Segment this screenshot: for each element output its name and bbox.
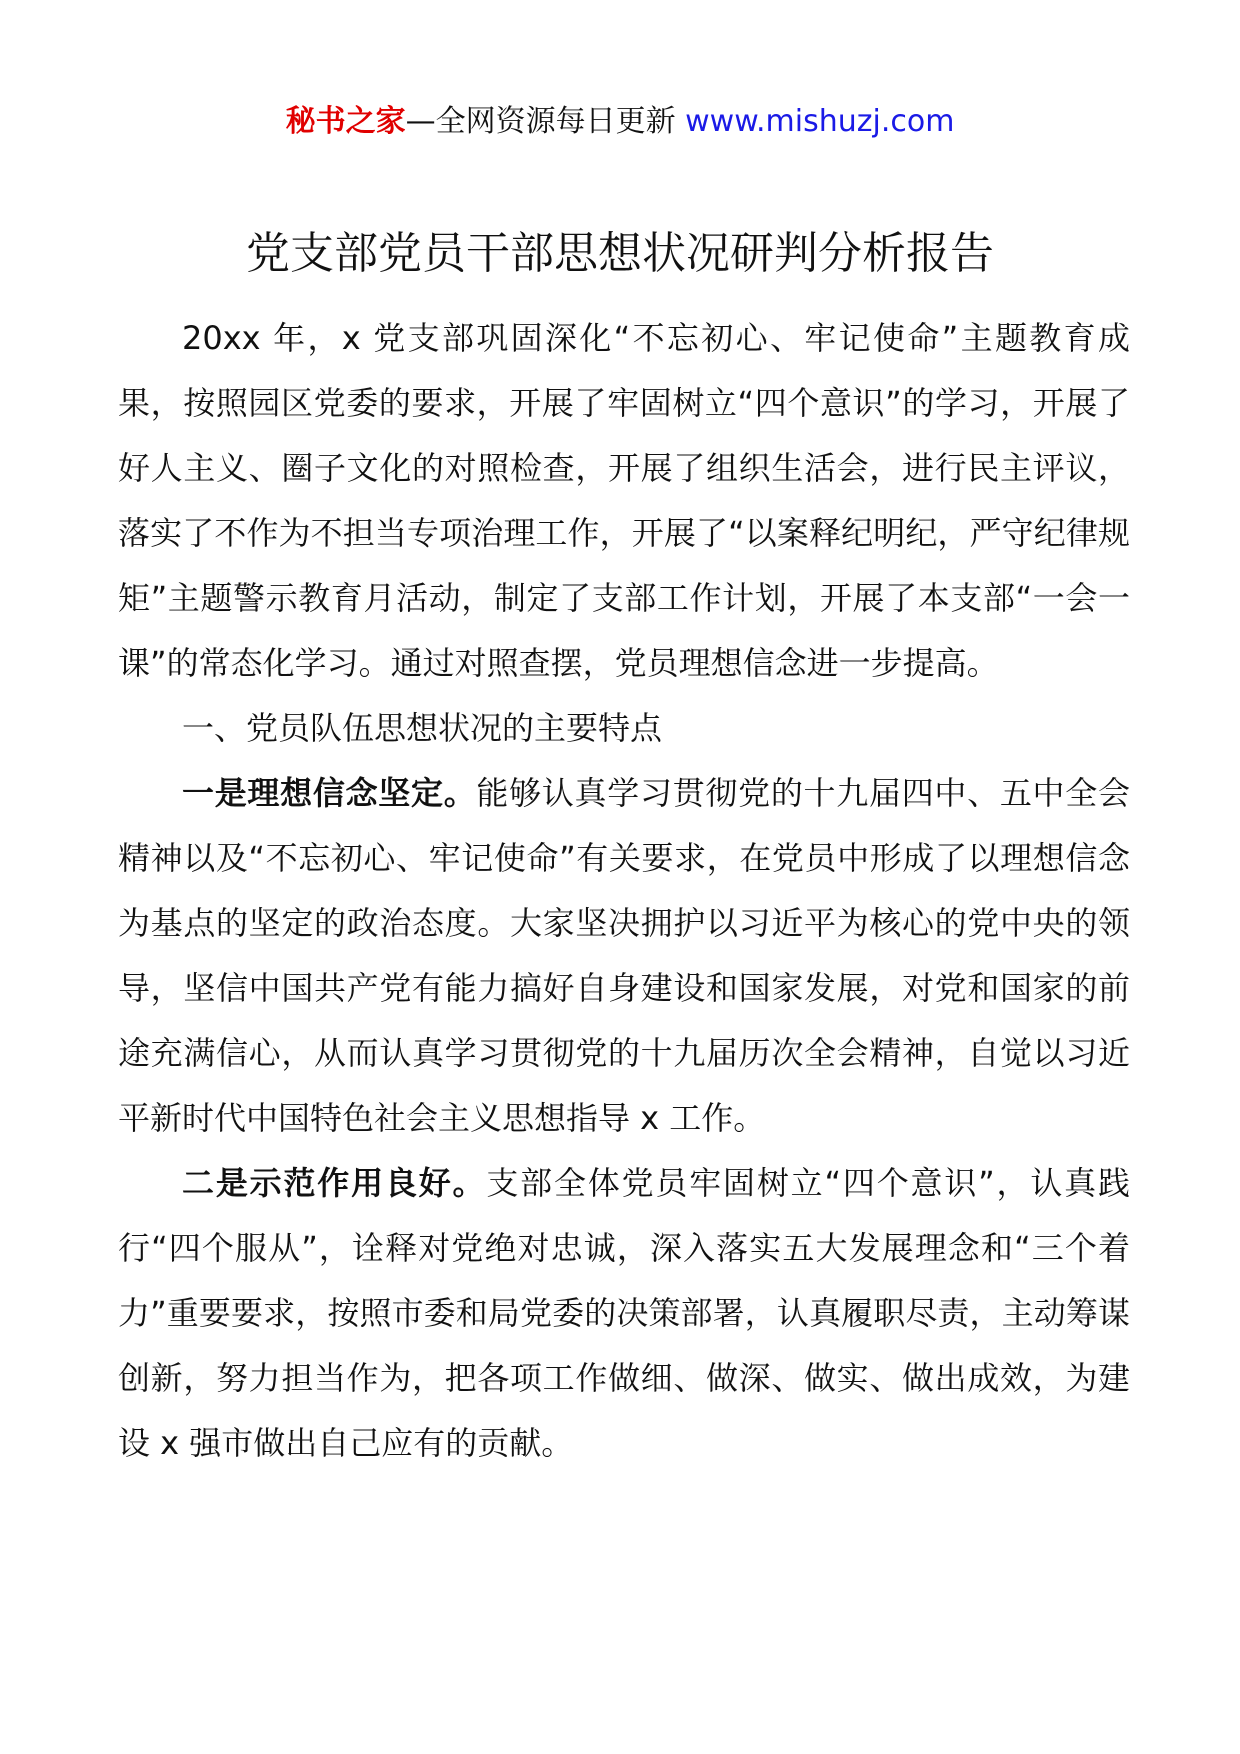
document-title: 党支部党员干部思想状况研判分析报告 xyxy=(246,228,994,279)
point-one-paragraph xyxy=(118,761,1130,1151)
section-heading: 一、党员队伍思想状况的主要特点 xyxy=(182,709,663,747)
point-one-lead: 一是理想信念坚定。 xyxy=(182,774,477,812)
point-two-body: 支部全体党员牢固树立“四个意识”，认真践行“四个服从”，诠释对党绝对忠诚，深入落实五大发展理念和“三个着力”重要要求，按照市委和局党委的决策部署，认真履职尽责，主动筹谋创新，努力担当作为，把各项工作做细、做深、做实、做出成效，为建设 x 强市做出自己应有的贡献。 xyxy=(118,1164,1130,1462)
brand-name: 秘书之家 xyxy=(285,104,406,139)
site-header xyxy=(0,100,1240,144)
point-one-body: 能够认真学习贯彻党的十九届四中、五中全会精神以及“不忘初心、牢记使命”有关要求，在党员中形成了以理想信念为基点的坚定的政治态度。大家坚决拥护以习近平为核心的党中央的领导，坚信中国共产党有能力搞好自身建设和国家发展，对党和国家的前途充满信心，从而认真学习贯彻党的十九届历次全会精神，自觉以习近平新时代中国特色社会主义思想指导 x 工作。 xyxy=(118,774,1130,1137)
point-two-paragraph xyxy=(118,1151,1130,1476)
point-two-lead: 二是示范作用良好。 xyxy=(182,1164,487,1202)
header-tagline: —全网资源每日更新 xyxy=(405,104,676,139)
document-body xyxy=(118,306,1130,1476)
site-url-link[interactable]: www.mishuzj.com xyxy=(685,104,955,139)
intro-paragraph: 20xx 年，x 党支部巩固深化“不忘初心、牢记使命”主题教育成果，按照园区党委的要求，开展了牢固树立“四个意识”的学习，开展了好人主义、圈子文化的对照检查，开展了组织生活会，进行民主评议，落实了不作为不担当专项治理工作，开展了“以案释纪明纪，严守纪律规矩”主题警示教育月活动，制定了支部工作计划，开展了本支部“一会一课”的常态化学习。通过对照查摆，党员理想信念进一步提高。 xyxy=(118,319,1130,682)
